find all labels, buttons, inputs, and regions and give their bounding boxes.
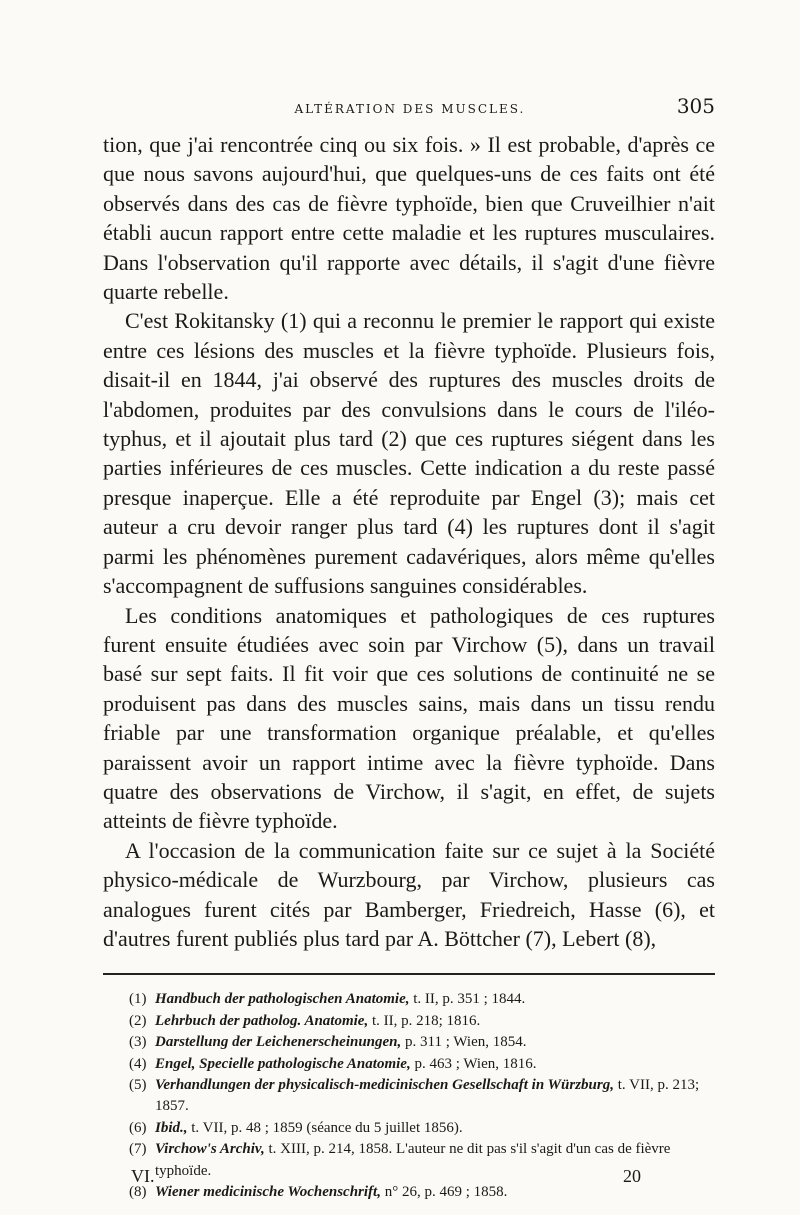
page-footer [131, 1166, 641, 1187]
running-header [103, 94, 715, 130]
paragraph-1: tion, que j'ai rencontrée cinq ou six fois. » Il est probable, d'après ce que nous savons aujourd'hui, que quelques-uns de ces faits ont été observés dans des cas de fièvre typhoïde, bien que Cruveilhier n'ait établi aucun rapport entre cette maladie et les ruptures musculaires. Dans l'observation qu'il rapporte avec détails, il s'agit d'une fièvre quarte rebelle. [103, 132, 715, 305]
body-text [103, 130, 715, 953]
footnote: (8) Wiener medicinische Wochenschrift, n° 26, p. 469 ; 1858. [129, 1184, 508, 1201]
sheet-number: 20 [623, 1166, 641, 1186]
footnote: (6) Ibid., t. VII, p. 48 ; 1859 (séance du 5 juillet 1856). [129, 1119, 463, 1136]
footnote-rule [103, 973, 715, 975]
page-number: 305 [676, 94, 715, 118]
page [103, 94, 715, 1203]
footnote: (3) Darstellung der Leichenerscheinungen, p. 311 ; Wien, 1854. [129, 1034, 527, 1051]
footnote: (2) Lehrbuch der patholog. Anatomie, t. II, p. 218; 1816. [129, 1012, 481, 1029]
paragraph-3: Les conditions anatomiques et pathologiques de ces ruptures furent ensuite étudiées avec soin par Virchow (5), dans un travail basé sur sept faits. Il fit voir que ces solutions de continuité ne se produisent pas dans des muscles sains, mais dans un tissu rendu friable par une transformation organique préalable, et qu'elles paraissent avoir un rapport intime avec la fièvre typhoïde. Dans quatre des observations de Virchow, il s'agit, en effet, de sujets atteints de fièvre typhoïde. [103, 602, 715, 834]
footnote: (5) Verhandlungen der physicalisch-medicinischen Gesellschaft in Würzburg, t. VII, p. 213; 1857. [129, 1077, 700, 1115]
footnote: (7) Virchow's Archiv, t. XIII, p. 214, 1858. L'auteur ne dit pas s'il s'agit d'un cas de fièvre typhoïde. [129, 1141, 671, 1179]
paragraph-2: C'est Rokitansky (1) qui a reconnu le premier le rapport qui existe entre ces lésions des muscles et la fièvre typhoïde. Plusieurs fois, disait-il en 1844, j'ai observé des ruptures des muscles droits de l'abdomen, produites par des convulsions dans le cours de l'iléo-typhus, et il ajoutait plus tard (2) que ces ruptures siégent dans les parties inférieures de ces muscles. Cette indication a du reste passé presque inaperçue. Elle a été reproduite par Engel (3); mais cet auteur a cru devoir ranger plus tard (4) les ruptures dont il s'agit parmi les phénomènes purement cadavériques, alors même qu'elles s'accompagnent de suffusions sanguines considérables. [103, 308, 715, 599]
footnote: (1) Handbuch der pathologischen Anatomie, t. II, p. 351 ; 1844. [129, 991, 526, 1008]
running-title: ALTÉRATION DES MUSCLES. [294, 102, 526, 116]
footnote: (4) Engel, Specielle pathologische Anatomie, p. 463 ; Wien, 1816. [129, 1055, 537, 1072]
paragraph-4: A l'occasion de la communication faite sur ce sujet à la Société physico-médicale de Wurzbourg, par Virchow, plusieurs cas analogues furent cités par Bamberger, Friedreich, Hasse (6), et d'autres furent publiés plus tard par A. Böttcher (7), Lebert (8), [103, 837, 715, 951]
signature-mark: VI. [131, 1166, 155, 1186]
